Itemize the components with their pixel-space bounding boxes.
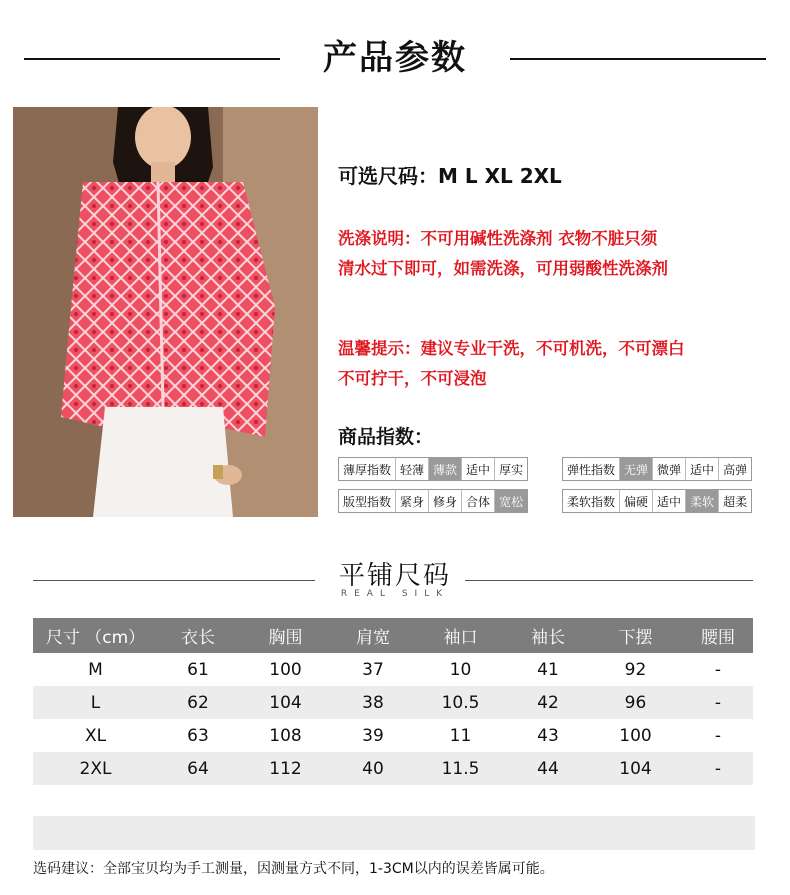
table-row — [33, 719, 753, 752]
table-row — [33, 752, 753, 785]
index-label: 版型指数 — [339, 490, 396, 512]
table-cell: - — [714, 758, 722, 779]
table-cell: L — [90, 692, 101, 713]
table-cell: 43 — [537, 725, 559, 746]
index-option: 轻薄 — [396, 458, 429, 480]
table-cell: 64 — [187, 758, 209, 779]
index-option: 紧身 — [396, 490, 429, 512]
table-header-cell: 袖长 — [531, 628, 565, 648]
product-photo — [13, 107, 318, 517]
table-cell: 61 — [187, 659, 209, 680]
index-thickness — [338, 457, 528, 481]
index-option: 修身 — [429, 490, 462, 512]
index-option: 微弹 — [653, 458, 686, 480]
header-line-left — [24, 58, 280, 60]
header-line-right — [510, 58, 766, 60]
table-cell: 96 — [624, 692, 647, 713]
table-cell: 10.5 — [441, 692, 480, 713]
table-cell: M — [88, 659, 103, 680]
index-label: 柔软指数 — [563, 490, 620, 512]
table-cell: 104 — [269, 692, 302, 713]
size-section-title: 平铺尺码 — [338, 561, 451, 591]
table-header-row — [33, 618, 753, 653]
table-header-cell: 尺寸 （cm） — [45, 628, 146, 648]
index-label: 弹性指数 — [563, 458, 620, 480]
table-header-cell: 胸围 — [268, 628, 303, 648]
table-footer-band — [33, 816, 755, 850]
index-option: 适中 — [653, 490, 686, 512]
care-tip-line1: 温馨提示：建议专业干洗，不可机洗，不可漂白 — [338, 339, 685, 358]
index-option-selected: 无弹 — [620, 458, 653, 480]
table-header-cell: 衣长 — [181, 628, 215, 648]
table-cell: 108 — [269, 725, 302, 746]
table-row — [33, 686, 753, 719]
index-fit — [338, 489, 528, 513]
size-table — [33, 618, 753, 785]
index-label: 薄厚指数 — [339, 458, 396, 480]
index-softness — [562, 489, 752, 513]
table-header-cell: 腰围 — [701, 628, 735, 648]
index-option: 超柔 — [723, 494, 748, 509]
table-cell: 38 — [362, 692, 384, 713]
index-option: 偏硬 — [620, 490, 653, 512]
index-option: 高弹 — [723, 462, 748, 477]
table-cell: XL — [84, 725, 107, 746]
table-header-cell: 袖口 — [443, 628, 478, 648]
index-option-selected: 薄款 — [429, 458, 462, 480]
table-cell: 11 — [449, 725, 472, 746]
index-elasticity — [562, 457, 752, 481]
table-cell: 112 — [269, 758, 302, 779]
index-option: 适中 — [686, 458, 719, 480]
index-option-selected: 宽松 — [495, 490, 527, 512]
table-cell: 42 — [537, 692, 559, 713]
section-line-right — [465, 580, 753, 581]
table-cell: - — [714, 725, 722, 746]
index-title: 商品指数： — [338, 426, 434, 448]
table-cell: - — [714, 692, 722, 713]
table-cell: 104 — [619, 758, 652, 779]
table-cell: 40 — [362, 758, 384, 779]
table-cell: 10 — [449, 659, 472, 680]
table-cell: 92 — [624, 659, 647, 680]
table-cell: 41 — [537, 659, 559, 680]
table-cell: 37 — [362, 659, 384, 680]
size-section-subtitle: REAL SILK — [340, 589, 450, 599]
available-sizes: 可选尺码：M L XL 2XL — [338, 164, 562, 188]
table-header-cell: 下摆 — [618, 628, 653, 648]
table-cell: 11.5 — [441, 758, 480, 779]
table-header-cell: 肩宽 — [356, 628, 390, 648]
table-row — [33, 653, 753, 686]
size-advice-note: 选码建议：全部宝贝均为手工测量，因测量方式不同，1-3CM以内的误差皆属可能。 — [33, 861, 554, 877]
page-title: 产品参数 — [323, 38, 467, 78]
table-cell: - — [714, 659, 722, 680]
index-option: 适中 — [462, 458, 495, 480]
table-cell: 63 — [187, 725, 209, 746]
table-cell: 100 — [619, 725, 652, 746]
table-cell: 2XL — [79, 758, 112, 779]
index-option-selected: 柔软 — [686, 490, 719, 512]
care-tip-line2: 不可拧干，不可浸泡 — [338, 369, 487, 388]
table-cell: 100 — [269, 659, 302, 680]
wash-instructions-line1: 洗涤说明：不可用碱性洗涤剂 衣物不脏只须 — [338, 229, 658, 248]
product-photo-illustration — [13, 107, 318, 517]
index-option: 厚实 — [499, 462, 524, 477]
table-cell: 62 — [187, 692, 209, 713]
table-cell: 39 — [362, 725, 384, 746]
table-cell: 44 — [537, 758, 559, 779]
wash-instructions-line2: 清水过下即可，如需洗涤，可用弱酸性洗涤剂 — [338, 259, 668, 278]
index-option: 合体 — [462, 490, 495, 512]
